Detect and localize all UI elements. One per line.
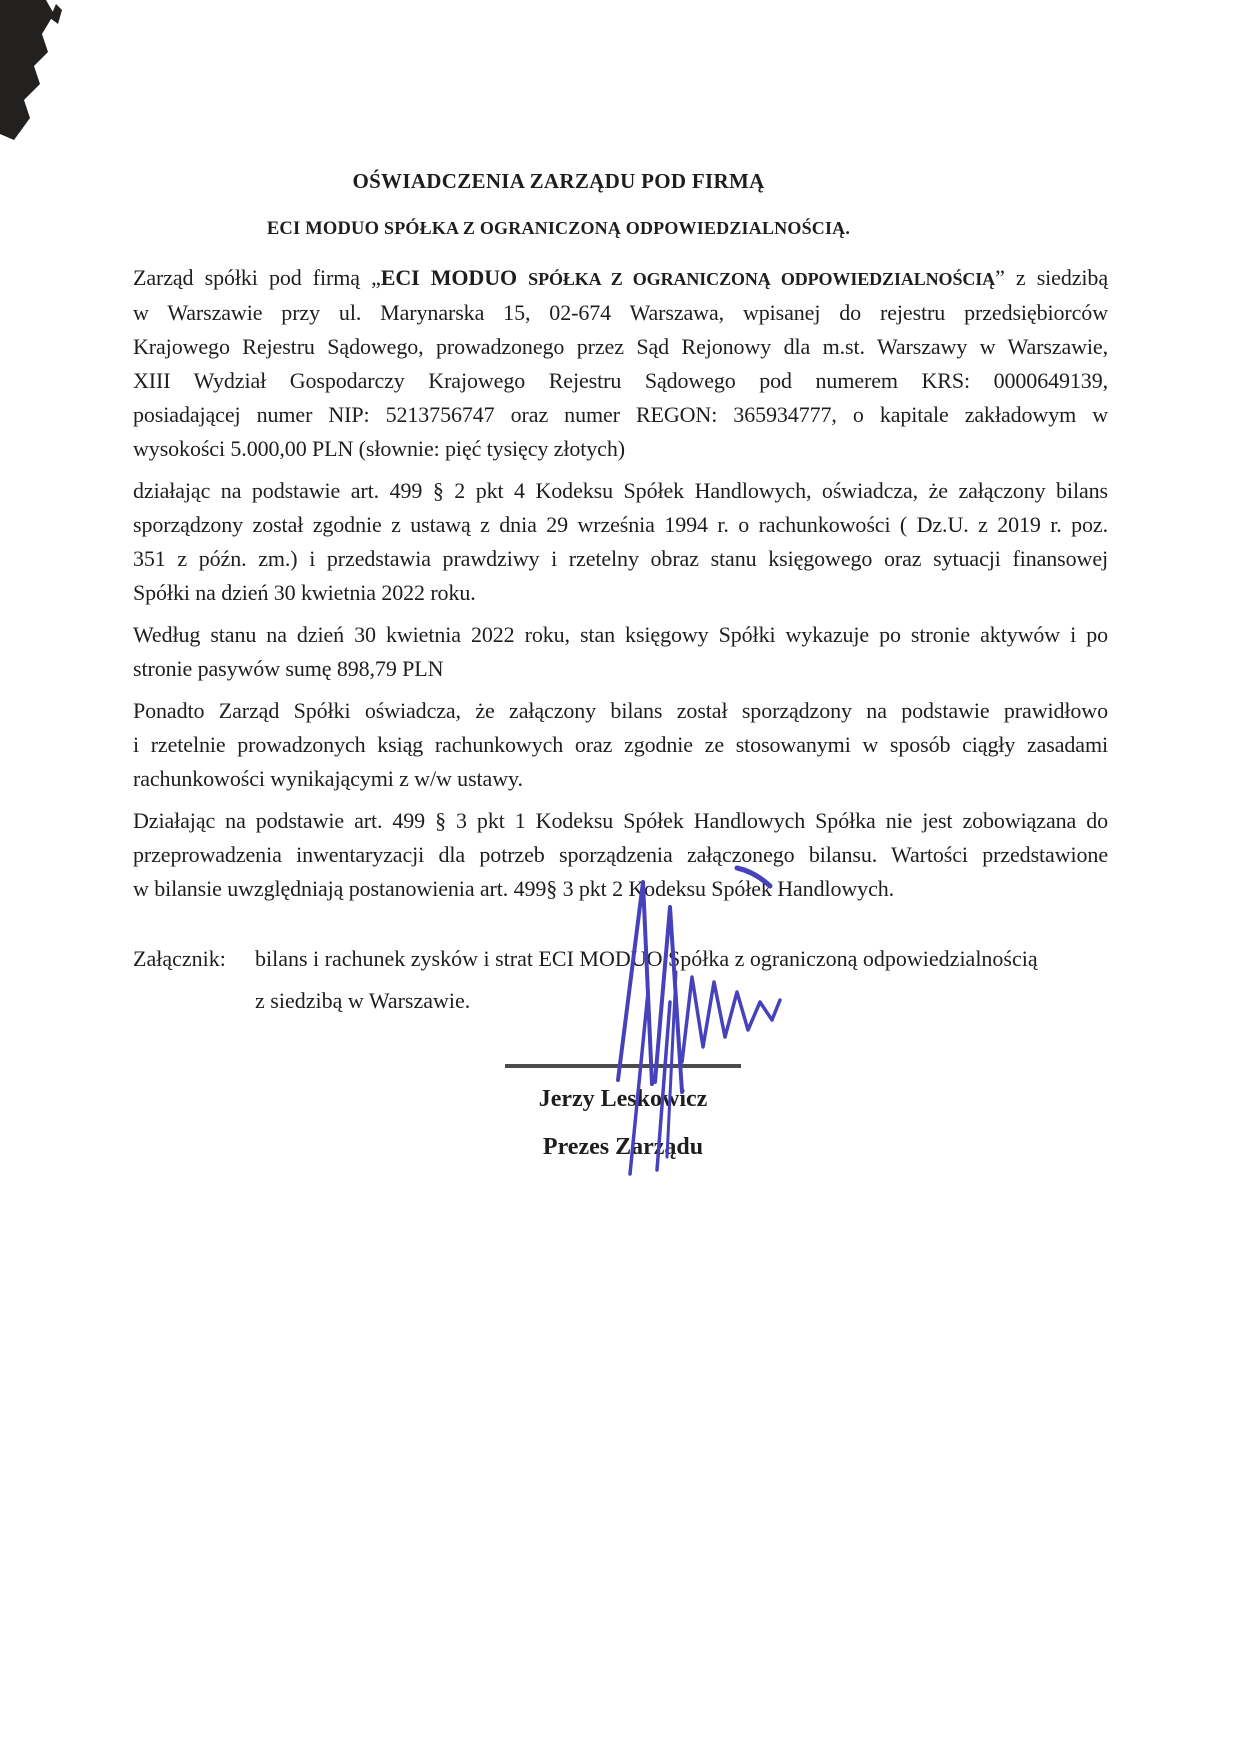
- text-segment: Zarząd spółki pod firmą „: [133, 265, 381, 290]
- text-line: [133, 432, 1108, 466]
- text-segment: Według stanu na dzień 30 kwietnia 2022 roku, stan księgowy Spółki wykazuje po stronie aktywów i po: [133, 622, 1108, 647]
- text-segment: rachunkowości wynikającymi z w/w ustawy.: [133, 766, 523, 791]
- paragraph: [133, 474, 1108, 610]
- text-segment: ” z siedzibą: [995, 265, 1108, 290]
- text-segment: posiadającej numer NIP: 5213756747 oraz numer REGON: 365934777, o kapitale zakładowym w: [133, 402, 1108, 427]
- text-segment: w Warszawie przy ul. Marynarska 15, 02-674 Warszawa, wpisanej do rejestru przedsiębiorców: [133, 300, 1108, 325]
- attachment-text: [255, 938, 1108, 1022]
- text-segment: 351 z późn. zm.) i przedstawia prawdziwy i rzetelny obraz stanu księgowego oraz sytuacji finansowej: [133, 546, 1108, 571]
- text-segment: SPÓŁKA Z OGRANICZONĄ ODPOWIEDZIALNOŚCIĄ.: [384, 218, 851, 238]
- text-segment: ECI MODUO: [266, 219, 385, 239]
- document-title: OŚWIADCZENIA ZARZĄDU POD FIRMĄ: [352, 169, 765, 193]
- paragraph: [133, 618, 1108, 686]
- text-line: [133, 364, 1108, 398]
- paragraph: [133, 804, 1108, 906]
- scan-artifact-speck: [50, 4, 62, 24]
- attachment-section: [133, 938, 1108, 1022]
- document-content: [133, 168, 1108, 1022]
- text-line: [133, 872, 1108, 906]
- signatory-role: Prezes Zarządu: [542, 1134, 704, 1160]
- text-segment: stronie pasywów sumę 898,79 PLN: [133, 656, 444, 681]
- text-line: [133, 398, 1108, 432]
- text-line: [133, 618, 1108, 652]
- text-line: [133, 576, 1108, 610]
- text-segment: XIII Wydział Gospodarczy Krajowego Rejestru Sądowego pod numerem KRS: 0000649139,: [133, 368, 1108, 393]
- text-segment: działając na podstawie art. 499 § 2 pkt 4 Kodeksu Spółek Handlowych, oświadcza, że załączony bilans: [133, 478, 1108, 503]
- paragraph: [133, 261, 1108, 466]
- text-line: [133, 652, 1108, 686]
- attachment-label: Załącznik:: [133, 946, 226, 971]
- attachment-line: bilans i rachunek zysków i strat ECI MODUO Spółka z ograniczoną odpowiedzialnością: [255, 946, 1038, 971]
- text-segment: w bilansie uwzględniają postanowienia art. 499§ 3 pkt 2 Kodeksu Spółek Handlowych.: [133, 876, 895, 901]
- text-line: [133, 330, 1108, 364]
- scan-artifact-shape: [0, 0, 54, 140]
- text-segment: Działając na podstawie art. 499 § 3 pkt 1 Kodeksu Spółek Handlowych Spółka nie jest zobowiązana do: [133, 808, 1108, 833]
- text-segment: sporządzony został zgodnie z ustawą z dnia 29 września 1994 r. o rachunkowości ( Dz.U. z 2019 r. poz.: [133, 512, 1108, 537]
- text-line: [133, 508, 1108, 542]
- text-line: [133, 296, 1108, 330]
- text-line: [133, 838, 1108, 872]
- text-segment: ECI MODUO: [380, 265, 529, 290]
- text-segment: i rzetelnie prowadzonych ksiąg rachunkowych oraz zgodnie ze stosowanymi w sposób ciągły zasadami: [133, 732, 1108, 757]
- signature-line: [505, 1064, 741, 1068]
- text-segment: Ponadto Zarząd Spółki oświadcza, że załączony bilans został sporządzony na podstawie prawidłowo: [133, 698, 1108, 723]
- signatory-name: Jerzy Leskowicz: [538, 1086, 708, 1112]
- text-line: [133, 694, 1108, 728]
- text-segment: Spółki na dzień 30 kwietnia 2022 roku.: [133, 580, 476, 605]
- text-segment: SPÓŁKA Z OGRANICZONĄ ODPOWIEDZIALNOŚCIĄ: [528, 269, 996, 289]
- attachment-line: z siedzibą w Warszawie.: [255, 988, 471, 1013]
- text-segment: Krajowego Rejestru Sądowego, prowadzonego przez Sąd Rejonowy dla m.st. Warszawy w Warszawie,: [133, 334, 1108, 359]
- text-line: [133, 542, 1108, 576]
- document-subtitle: [133, 216, 1108, 241]
- text-line: [133, 728, 1108, 762]
- paragraph: [133, 694, 1108, 796]
- text-line: [133, 804, 1108, 838]
- scan-artifact: [0, 0, 70, 150]
- text-line: [133, 474, 1108, 508]
- document-paragraphs: [133, 261, 1108, 906]
- text-line: [133, 261, 1108, 296]
- text-line: [133, 762, 1108, 796]
- text-segment: przeprowadzenia inwentaryzacji dla potrzeb sporządzenia załączonego bilansu. Wartości przedstawione: [133, 842, 1108, 867]
- text-segment: wysokości 5.000,00 PLN (słownie: pięć tysięcy złotych): [133, 436, 625, 461]
